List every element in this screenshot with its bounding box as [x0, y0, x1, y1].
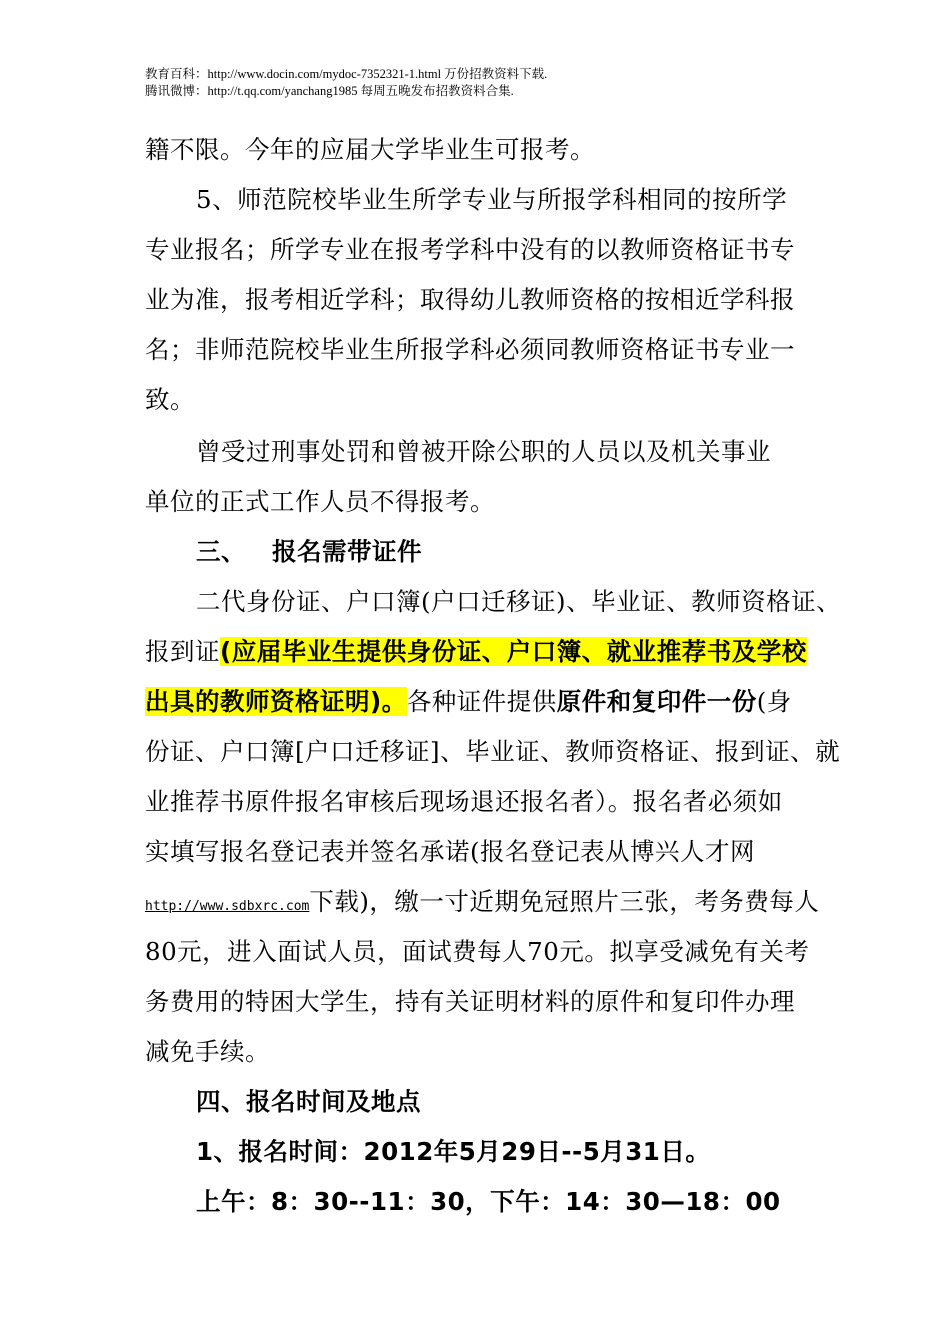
header-line-docin: 教育百科：http://www.docin.com/mydoc-7352321-1.html 万份招教资料下载. [145, 67, 548, 81]
section3-line: 务费用的特困大学生，持有关证明材料的原件和复印件办理 [145, 987, 795, 1016]
section3-title: 报名需带证件 [272, 537, 422, 566]
section3-line [145, 632, 807, 672]
paragraph-line: 籍不限。今年的应届大学毕业生可报考。 [145, 135, 595, 164]
section3-line: 份证、户口簿[户口迁移证]、毕业证、教师资格证、报到证、就 [145, 737, 841, 766]
item5-line: 业为准，报考相近学科；取得幼儿教师资格的按相近学科报 [145, 285, 795, 314]
highlighted-text: (应届毕业生提供身份证、户口簿、就业推荐书及学校 [220, 637, 807, 666]
header-line-weibo: 腾讯微博：http://t.qq.com/yanchang1985 每周五晚发布招教资料合集. [145, 84, 514, 98]
item5-line: 致。 [145, 385, 195, 414]
rencai-website-link[interactable]: http://www.sdbxrc.com [145, 899, 310, 914]
registration-time: 1、报名时间：2012年5月29日--5月31日。 [196, 1137, 711, 1166]
section3-line: 实填写报名登记表并签名承诺(报名登记表从博兴人才网 [145, 837, 756, 866]
section3-line: 二代身份证、户口簿(户口迁移证)、毕业证、教师资格证、 [196, 587, 842, 616]
section3-line: 业推荐书原件报名审核后现场退还报名者）。报名者必须如 [145, 787, 783, 816]
registration-hours: 上午：8：30--11：30，下午：14：30—18：00 [196, 1187, 781, 1216]
item5-line: 专业报名；所学专业在报考学科中没有的以教师资格证书专 [145, 235, 795, 264]
section3-line [145, 682, 792, 722]
section3-text: (身 [756, 687, 792, 716]
section3-line [145, 882, 819, 927]
section3-line: 80元，进入面试人员，面试费每人70元。拟享受减免有关考 [145, 937, 810, 966]
section3-heading [196, 532, 422, 572]
section3-text: 下载)，缴一寸近期免冠照片三张，考务费每人 [309, 887, 820, 916]
item5-line: 5、师范院校毕业生所学专业与所报学科相同的按所学 [196, 185, 788, 214]
highlighted-text: 出具的教师资格证明)。 [145, 687, 407, 716]
exclusion-line: 单位的正式工作人员不得报考。 [145, 487, 495, 516]
section3-text: 各种证件提供 [406, 687, 557, 716]
section3-line: 减免手续。 [145, 1037, 270, 1066]
exclusion-line: 曾受过刑事处罚和曾被开除公职的人员以及机关事业 [196, 437, 771, 466]
section4-heading: 四、报名时间及地点 [196, 1087, 421, 1116]
item5-line: 名；非师范院校毕业生所报学科必须同教师资格证书专业一 [145, 335, 795, 364]
section3-text: 报到证 [145, 637, 220, 666]
section3-number: 三、 [196, 537, 246, 566]
bold-text: 原件和复印件一份 [556, 687, 757, 716]
